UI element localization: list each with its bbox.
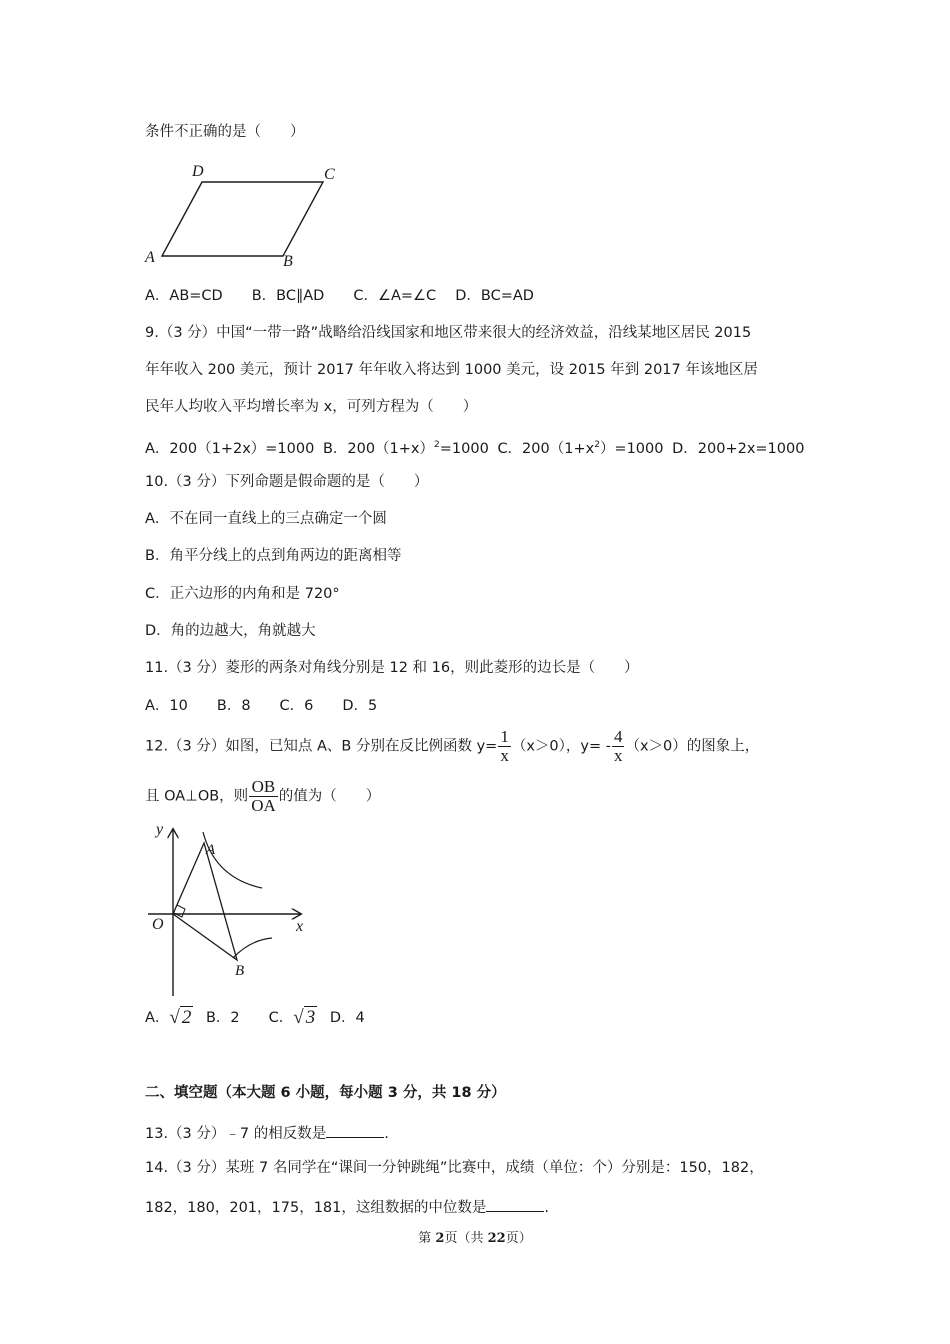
label-x: x: [296, 918, 304, 935]
q9-option-b: B．$200(1+x)^2=1000$: [322, 440, 489, 457]
q10-option-a: A．不在同一直线上的三点确定一个圆: [145, 511, 387, 527]
q12-coordinate-figure: [140, 818, 320, 1000]
page-footer: 第 2页（共 22页）: [418, 1231, 532, 1246]
q13-line: 13.（3 分）﹣7 的相反数是 .: [145, 1121, 389, 1144]
triangle-oab: [173, 843, 237, 960]
label-b: B: [283, 253, 293, 270]
fraction-4-over-x: $\frac{4}{x}$: [613, 727, 623, 765]
q9-option-c: C．$200(1+x^2)=1000$: [497, 440, 664, 457]
q12-options: A．√ 2 B．2 C．√ 3 D．4: [145, 1007, 365, 1028]
q8-stem-tail: 条件不正确的是（ ）: [145, 124, 305, 140]
fraction-ob-over-oa: $\frac{OB}{OA}$: [251, 777, 276, 815]
label-a: A: [206, 842, 216, 858]
sqrt-2: √ 2: [169, 1007, 192, 1028]
q11-stem: 11.（3 分）菱形的两条对角线分别是 12 和 16，则此菱形的边长是（ ）: [145, 660, 639, 676]
label-c: C: [324, 166, 335, 183]
label-o: O: [152, 916, 164, 933]
sqrt-3: √ 3: [293, 1007, 316, 1028]
q9-line1: 9.（3 分）中国“一带一路”战略给沿线国家和地区带来很大的经济效益，沿线某地区居民 2015: [145, 325, 752, 341]
q14-answer-blank[interactable]: [486, 1195, 544, 1212]
q11-options: A．10 B．8 C．6 D．5: [145, 698, 378, 714]
label-y: y: [156, 821, 164, 838]
q10-stem: 10.（3 分）下列命题是假命题的是（ ）: [145, 474, 429, 490]
q12-line2: 且 OA⊥OB，则 $\frac{OB}{OA}$ 的值为（ ）: [145, 777, 381, 815]
q9-line3: 民年人均收入平均增长率为 x，可列方程为（ ）: [145, 399, 478, 415]
section-2-title: 二、填空题（本大题 6 小题，每小题 3 分，共 18 分）: [145, 1085, 506, 1101]
q10-option-c: C．正六边形的内角和是 720°: [145, 586, 340, 602]
label-d: D: [192, 163, 204, 180]
q14-line2: 182，180，201，175，181，这组数据的中位数是 .: [145, 1195, 549, 1218]
label-a: A: [145, 249, 155, 266]
q8-options: A．AB=CD B．BC∥AD C．∠A=∠C D．BC=AD: [145, 288, 534, 304]
fraction-1-over-x: $\frac{1}{x}$: [500, 727, 509, 765]
q9-option-d: D．200+2x=1000: [672, 440, 805, 457]
q13-answer-blank[interactable]: [326, 1121, 384, 1138]
q9-line2: 年年收入 200 美元，预计 2017 年年收入将达到 1000 美元，设 2015 年到 2017 年该地区居: [145, 362, 758, 378]
curve-y-1-over-x: [203, 832, 262, 888]
q9-option-a: A．200（1+2x）=1000: [145, 440, 315, 457]
q8-parallelogram-figure: [140, 158, 350, 273]
q12-line1: 12.（3 分）如图，已知点 A、B 分别在反比例函数 y= $\frac{1}{x}$ （x＞0），y= - $\frac{4}{x}$ （x＞0）的图象上，: [145, 727, 760, 765]
curve-y-neg-4-over-x: [233, 938, 272, 958]
total-page-count: 22: [487, 1231, 506, 1246]
q9-options: [145, 435, 804, 459]
q10-option-b: B．角平分线上的点到角两边的距离相等: [145, 548, 402, 564]
label-b: B: [235, 963, 245, 979]
q14-line1: 14.（3 分）某班 7 名同学在“课间一分钟跳绳”比赛中，成绩（单位：个）分别是：150，182，: [145, 1160, 764, 1176]
q10-option-d: D．角的边越大，角就越大: [145, 623, 316, 639]
current-page-number: 2: [435, 1231, 445, 1246]
parallelogram-shape: [162, 182, 323, 256]
